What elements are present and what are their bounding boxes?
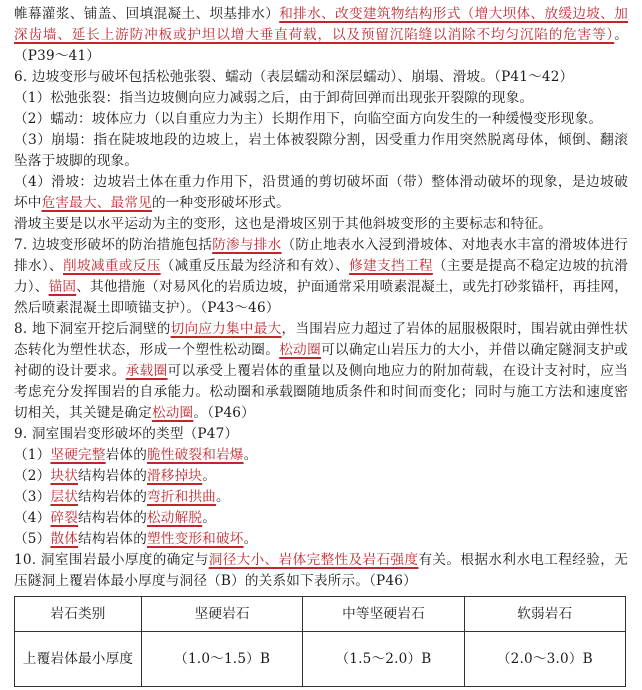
table-cell: （1.5～2.0）B (303, 632, 464, 687)
paragraph-5-continued: 帷幕灌浆、铺盖、回填混凝土、坝基排水）和排水、改变建筑物结构形式（增大坝体、放缓边坡、加深齿墙、延长上游防冲板或护坦以增大垂直荷载，以及预留沉陷缝以消除不均匀沉陷的危害等）。（P39～41） (14, 6, 628, 64)
highlight: 修建支挡工程 (349, 258, 433, 274)
paragraph-9-item: （3）层状结构岩体的弯折和拱曲。 (14, 489, 230, 505)
table-header-row (15, 597, 626, 632)
highlight: 危害最大、最常见 (41, 195, 152, 211)
paragraph-6-item-3: （3）崩塌：指在陡坡地段的边坡上，岩土体被裂隙分割，因受重力作用突然脱离母体，倾倒、翻滚坠落于坡脚的现象。 (14, 132, 628, 169)
table-row (15, 632, 626, 687)
table-cell: （2.0～3.0）B (464, 632, 625, 687)
highlight: 松动圈 (279, 342, 322, 358)
highlight: 切向应力集中最大 (170, 321, 282, 337)
thickness-table (14, 596, 626, 687)
highlight: 承载圈 (125, 363, 168, 379)
highlight: 弯折和拱曲 (147, 489, 216, 505)
paragraph-7: 7. 边坡变形破坏的防治措施包括防渗与排水（防止地表水入浸到滑坡体、对地表水丰富的滑坡体进行排水）、削坡减重或反压（减重反压最为经济和有效）、修建支挡工程（主要是提高不稳定边坡的抗滑力）、锚固、其他措施（对易风化的岩质边坡，护面通常采用喷素混凝土，或先打砂浆锚杆，再挂网，然后喷素混凝土即喷锚支护）。（P43～46） (14, 237, 629, 316)
paragraph-8: 8. 地下洞室开挖后洞壁的切向应力集中最大，当围岩应力超过了岩体的屈服极限时，围岩就由弹性状态转化为塑性状态，形成一个塑性松动圈。松动圈可以确定山岩压力的大小，并借以确定隧洞支护或衬砌的设计要求。承载圈可以承受上覆岩体的重量以及侧向地应力的附加荷载，在设计支衬时，应当考虑充分发挥围岩的自承能力。松动圈和承载圈随地质条件和时间而变化；同时与施工方法和速度密切相关，其关键是确定松动圈。（P46） (14, 321, 628, 421)
table-cell: （1.0～1.5）B (142, 632, 303, 687)
table-row-label: 上覆岩体最小厚度 (15, 632, 142, 687)
paragraph-9-item: （5）散体结构岩体的塑性变形和破坏。 (14, 531, 258, 547)
paragraph-9-item: （4）碎裂结构岩体的松动解脱。 (14, 510, 216, 526)
highlight: 坚硬完整 (50, 447, 106, 463)
highlight: 块状 (50, 468, 79, 484)
highlight: 锚固 (48, 279, 77, 295)
highlight: 洞径大小、岩体完整性及岩石强度 (208, 552, 419, 568)
highlight: 碎裂 (50, 510, 79, 526)
paragraph-9-item: （2）块状结构岩体的滑移掉块。 (14, 468, 216, 484)
paragraph-6-item-1: （1）松弛张裂：指当边坡侧向应力减弱之后，由于卸荷回弹而出现张开裂隙的现象。 (14, 90, 534, 106)
paragraph-6-item-4: （4）滑坡：边坡岩土体在重力作用下，沿贯通的剪切破坏面（带）整体滑动破坏的现象，是边坡破坏中危害最大、最常见的一种变形破坏形式。 (14, 174, 628, 211)
highlight: 滑移掉块 (147, 468, 203, 484)
paragraph-6-heading: 6. 边坡变形与破坏包括松弛张裂、蠕动（表层蠕动和深层蠕动）、崩塌、滑坡。（P41～42） (14, 69, 574, 85)
paragraph-10: 10. 洞室围岩最小厚度的确定与洞径大小、岩体完整性及岩石强度有关。根据水利水电工程经验，无压隧洞上覆岩体最小厚度与洞径（B）的关系如下表所示。（P46） (14, 552, 628, 589)
paragraph-9-item: （1）坚硬完整岩体的脆性破裂和岩爆。 (14, 447, 258, 463)
highlight: 防渗与排水 (212, 237, 282, 253)
highlight: 脆性破裂和岩爆 (147, 447, 244, 463)
highlight: 松动解脱 (147, 510, 203, 526)
table-header-cell: 软弱岩石 (464, 597, 625, 632)
highlight: 散体 (50, 531, 79, 547)
table-header-cell: 中等坚硬岩石 (303, 597, 464, 632)
highlight: 削坡减重或反压 (63, 258, 161, 274)
paragraph-9-heading: 9. 洞室围岩变形破坏的类型（P47） (14, 426, 239, 442)
highlight: 塑性变形和破坏 (147, 531, 244, 547)
highlight: 层状 (50, 489, 79, 505)
table-header-cell: 坚硬岩石 (142, 597, 303, 632)
highlight: 和排水、改变建筑物结构形式（增大坝体、放缓边坡、加深齿墙、延长上游防冲板或护坦以增大垂直荷载，以及预留沉陷缝以消除不均匀沉陷的危害等） (14, 6, 628, 43)
paragraph-6-item-2: （2）蠕动：坡体应力（以自重应力为主）长期作用下，向临空面方向发生的一种缓慢变形现象。 (14, 111, 603, 127)
table-header-cell: 岩石类别 (15, 597, 142, 632)
highlight: 松动圈 (151, 405, 194, 421)
paragraph-6-note: 滑坡主要是以水平运动为主的变形，这也是滑坡区别于其他斜坡变形的主要标志和特征。 (14, 216, 552, 232)
